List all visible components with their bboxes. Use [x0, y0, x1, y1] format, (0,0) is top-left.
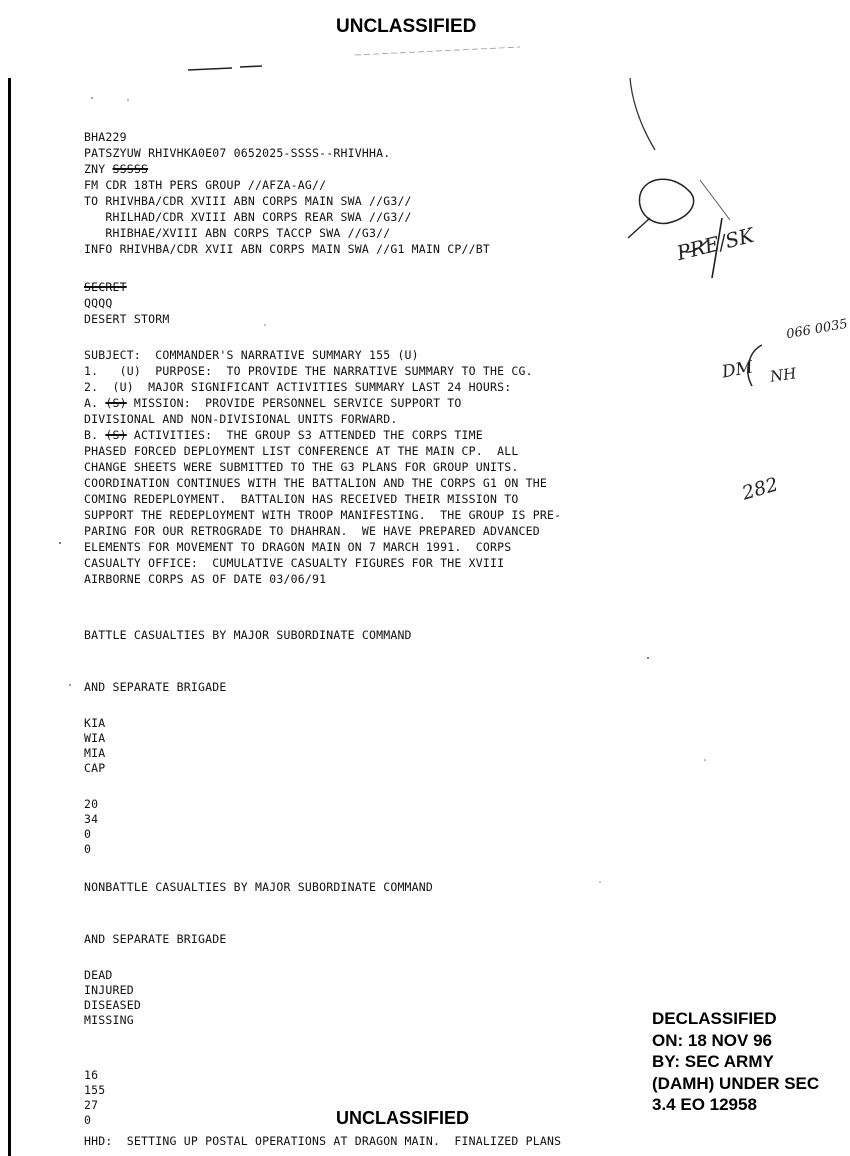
top-pen-stroke: [188, 66, 262, 70]
nonbattle-label-diseased: DISEASED: [84, 998, 141, 1012]
para-b-redacted: (S): [105, 428, 127, 442]
paragraph-b-line2: PHASED FORCED DEPLOYMENT LIST CONFERENCE AT THE MAIN CP. ALL: [84, 444, 519, 458]
nonbattle-value-missing: 0: [84, 1113, 92, 1127]
routing-line-to-taccp: RHIBHAE/XVIII ABN CORPS TACCP SWA //G3//: [84, 226, 391, 240]
paragraph-a-line2: DIVISIONAL AND NON-DIVISIONAL UNITS FORWARD.: [84, 412, 398, 426]
nonbattle-value-dead: 16: [84, 1068, 99, 1082]
declass-line-4: (DAMH) UNDER SEC: [652, 1073, 820, 1093]
top-faint-rule: [355, 47, 520, 55]
para-a-redacted: (S): [105, 396, 127, 410]
routing-line-info: INFO RHIVHBA/CDR XVII ABN CORPS MAIN SWA //G1 MAIN CP//BT: [84, 242, 491, 256]
speck: [704, 759, 706, 761]
battle-value-wia: 34: [84, 812, 99, 826]
declass-line-5: 3.4 EO 12958: [652, 1095, 757, 1114]
nonbattle-label-dead: DEAD: [84, 968, 113, 982]
battle-label-kia: KIA: [84, 716, 106, 730]
routing-line-id: BHA229: [84, 130, 127, 144]
classification-marking-bottom: UNCLASSIFIED: [336, 1108, 470, 1128]
preamble-operation: DESERT STORM: [84, 312, 170, 326]
nonbattle-casualties-heading: NONBATTLE CASUALTIES BY MAJOR SUBORDINATE COMMAND: [84, 880, 434, 894]
nonbattle-value-diseased: 27: [84, 1098, 99, 1112]
nonbattle-label-injured: INJURED: [84, 983, 134, 997]
paragraph-b-line5: COMING REDEPLOYMENT. BATTALION HAS RECEIVED THEIR MISSION TO: [84, 492, 519, 506]
circle-tail: [628, 218, 650, 238]
handwritten-initials-pre-sk: PRE/SK: [674, 222, 757, 266]
paragraph-b-activities: [84, 428, 483, 442]
paragraph-b-line8: ELEMENTS FOR MOVEMENT TO DRAGON MAIN ON 7 MARCH 1991. CORPS: [84, 540, 512, 554]
paragraph-b-line10: AIRBORNE CORPS AS OF DATE 03/06/91: [84, 572, 327, 586]
paragraph-b-line7: PARING FOR OUR RETROGRADE TO DHAHRAN. WE HAVE PREPARED ADVANCED: [84, 524, 540, 538]
speck: [599, 881, 601, 883]
para-a-text: MISSION: PROVIDE PERSONNEL SERVICE SUPPORT TO: [126, 396, 462, 410]
paragraph-b-line3: CHANGE SHEETS WERE SUBMITTED TO THE G3 PLANS FOR GROUP UNITS.: [84, 460, 519, 474]
left-margin-rule: [8, 78, 11, 1156]
declass-line-1: DECLASSIFIED: [652, 1009, 777, 1028]
right-margin-stroke-2: [700, 180, 730, 220]
battle-casualties-heading: BATTLE CASUALTIES BY MAJOR SUBORDINATE COMMAND: [84, 628, 412, 642]
nonbattle-label-missing: MISSING: [84, 1013, 134, 1027]
nonbattle-casualties-heading-2: AND SEPARATE BRIGADE: [84, 932, 227, 946]
battle-value-kia: 20: [84, 797, 99, 811]
handwritten-note-282: 282: [739, 473, 781, 505]
routing-line-zny: [84, 162, 148, 176]
preamble-qqqq: QQQQ: [84, 296, 113, 310]
classification-marking-top: UNCLASSIFIED: [336, 16, 477, 37]
handwritten-routing-number: 066 0035: [785, 316, 849, 343]
speck: [59, 542, 61, 544]
handwritten-initials-dm: DM: [720, 357, 755, 383]
routing-line-to-main: TO RHIVHBA/CDR XVIII ABN CORPS MAIN SWA //G3//: [84, 194, 412, 208]
zny-redacted: SSSSS: [112, 162, 149, 176]
battle-casualties-heading-2: AND SEPARATE BRIGADE: [84, 680, 227, 694]
speck: [69, 684, 71, 686]
battle-value-mia: 0: [84, 827, 92, 841]
routing-line-precedence: PATSZYUW RHIVHKA0E07 0652025-SSSS--RHIVHHA.: [84, 146, 391, 160]
hhd-postal-line: HHD: SETTING UP POSTAL OPERATIONS AT DRAGON MAIN. FINALIZED PLANS: [84, 1134, 562, 1148]
battle-value-cap: 0: [84, 842, 92, 856]
paragraph-1-purpose: 1. (U) PURPOSE: TO PROVIDE THE NARRATIVE SUMMARY TO THE CG.: [84, 364, 533, 378]
speck: [264, 324, 266, 326]
para-a-prefix: A.: [84, 396, 106, 410]
speck: [647, 657, 649, 659]
zny-prefix: ZNY: [84, 162, 113, 176]
subject-line: SUBJECT: COMMANDER'S NARRATIVE SUMMARY 155 (U): [84, 348, 419, 362]
nonbattle-value-injured: 155: [84, 1083, 106, 1097]
declass-line-2: ON: 18 NOV 96: [652, 1030, 772, 1050]
declass-line-3: BY: SEC ARMY: [652, 1052, 774, 1071]
paragraph-a-mission: [84, 396, 462, 410]
handwritten-initials-nh: NH: [768, 364, 798, 386]
para-b-text: ACTIVITIES: THE GROUP S3 ATTENDED THE CORPS TIME: [126, 428, 483, 442]
paragraph-2-activities: 2. (U) MAJOR SIGNIFICANT ACTIVITIES SUMMARY LAST 24 HOURS:: [84, 380, 512, 394]
para-b-prefix: B.: [84, 428, 106, 442]
battle-label-wia: WIA: [84, 731, 106, 745]
routing-line-to-rear: RHILHAD/CDR XVIII ABN CORPS REAR SWA //G3//: [84, 210, 412, 224]
circle-mark: [639, 179, 693, 223]
struck-classification: SECRET: [84, 280, 127, 294]
declassification-stamp: [652, 1008, 819, 1116]
right-margin-stroke: [630, 78, 655, 150]
battle-label-cap: CAP: [84, 761, 106, 775]
paragraph-b-line9: CASUALTY OFFICE: CUMULATIVE CASUALTY FIGURES FOR THE XVIII: [84, 556, 505, 570]
paragraph-b-line6: SUPPORT THE REDEPLOYMENT WITH TROOP MANIFESTING. THE GROUP IS PRE-: [84, 508, 562, 522]
paragraph-b-line4: COORDINATION CONTINUES WITH THE BATTALION AND THE CORPS G1 ON THE: [84, 476, 548, 490]
speck: [127, 99, 129, 101]
battle-label-mia: MIA: [84, 746, 106, 760]
speck: [91, 97, 93, 99]
routing-line-from: FM CDR 18TH PERS GROUP //AFZA-AG//: [84, 178, 327, 192]
